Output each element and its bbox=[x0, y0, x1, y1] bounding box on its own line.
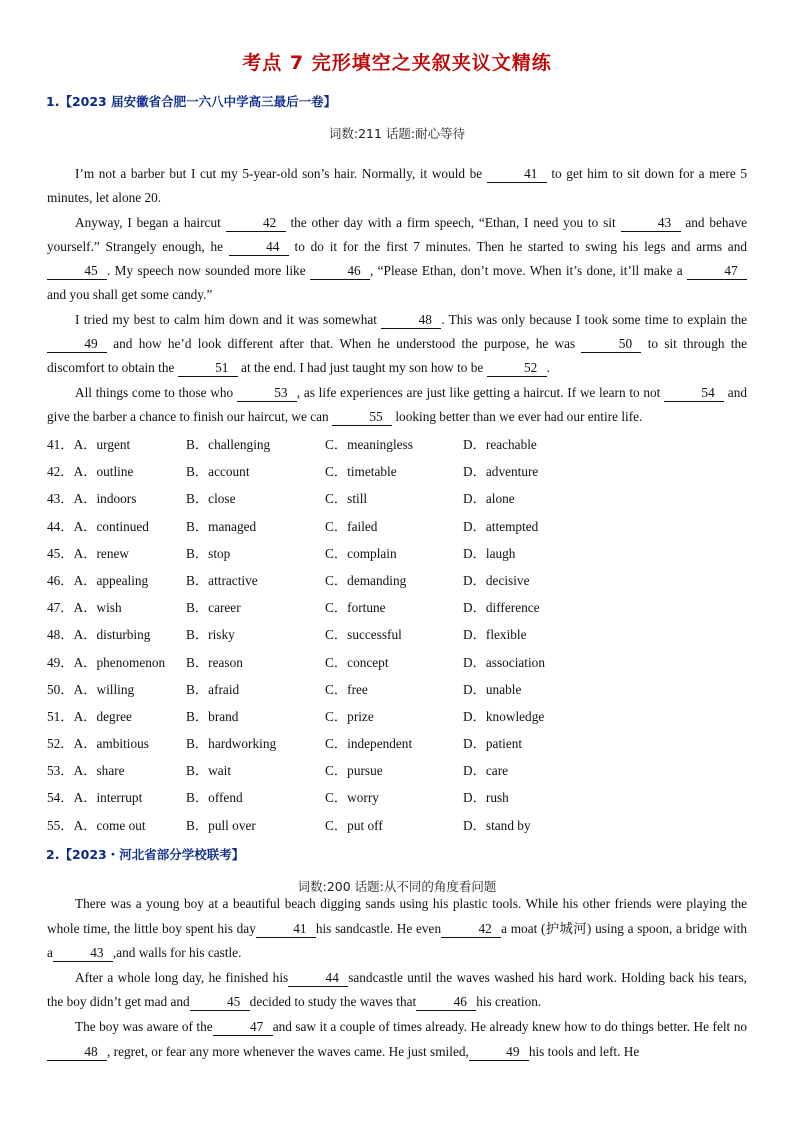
blank-48[interactable]: 48 bbox=[47, 1044, 107, 1061]
option-row bbox=[47, 594, 747, 621]
option-d[interactable]: D．knowledge bbox=[463, 708, 545, 724]
option-c[interactable]: C．put off bbox=[325, 817, 383, 833]
blank-47[interactable]: 47 bbox=[687, 263, 747, 280]
option-b[interactable]: B．managed bbox=[186, 518, 257, 534]
option-d[interactable]: D．patient bbox=[463, 736, 523, 752]
blank-41[interactable]: 41 bbox=[487, 166, 547, 183]
option-a[interactable]: 45．A．renew bbox=[47, 545, 129, 561]
passage-text: the other day with a firm speech, “Ethan, I need you to sit bbox=[285, 214, 621, 230]
blank-42[interactable]: 42 bbox=[226, 215, 286, 232]
passage-text: to sit through the discomfort to obtain the bbox=[47, 336, 748, 376]
passage-text: and behave yourself.” Strangely enough, he bbox=[47, 214, 747, 254]
option-c[interactable]: C．worry bbox=[325, 790, 379, 806]
option-d[interactable]: D．adventure bbox=[463, 464, 539, 480]
passage-text: his tools and left. He bbox=[528, 1043, 640, 1059]
option-c[interactable]: C．prize bbox=[325, 708, 374, 724]
option-c[interactable]: C．free bbox=[325, 681, 368, 697]
blank-52[interactable]: 52 bbox=[487, 360, 547, 377]
question-2-source: 2.【2023・河北省部分学校联考】 bbox=[46, 847, 245, 862]
option-b[interactable]: B．risky bbox=[186, 627, 235, 643]
option-d[interactable]: D．association bbox=[463, 654, 545, 670]
option-b[interactable]: B．offend bbox=[186, 790, 243, 806]
passage-text: his creation. bbox=[476, 994, 542, 1010]
passage-text: and give the barber a chance to finish our haircut, we can bbox=[47, 384, 747, 424]
passage-text: and saw it a couple of times already. He already knew how to do things better. He felt no bbox=[272, 1018, 747, 1034]
options-list bbox=[47, 431, 747, 839]
option-c[interactable]: C．still bbox=[325, 491, 368, 507]
option-d[interactable]: D．attempted bbox=[463, 518, 539, 534]
passage-text: I tried my best to calm him down and it was somewhat bbox=[75, 311, 382, 327]
option-a[interactable]: 43．A．indoors bbox=[47, 491, 137, 507]
option-a[interactable]: 44．A．continued bbox=[47, 518, 149, 534]
option-a[interactable]: 53．A．share bbox=[47, 763, 125, 779]
option-a[interactable]: 54．A．interrupt bbox=[47, 790, 143, 806]
passage-text: and you shall get some candy.” bbox=[47, 287, 213, 303]
passage-text: . bbox=[546, 360, 550, 376]
passage-text: After a whole long day, he finished his bbox=[75, 969, 289, 985]
option-a[interactable]: 55．A．come out bbox=[47, 817, 146, 833]
option-a[interactable]: 47．A．wish bbox=[47, 600, 122, 616]
blank-49[interactable]: 49 bbox=[47, 336, 107, 353]
passage-1-paragraph bbox=[47, 308, 747, 381]
passage-text: . This was only because I took some time to explain the bbox=[441, 311, 747, 327]
passage-text: The boy was aware of the bbox=[75, 1018, 213, 1034]
option-a[interactable]: 42．A．outline bbox=[47, 464, 134, 480]
option-row bbox=[47, 757, 747, 784]
passage-text: . My speech now sounded more like bbox=[107, 263, 310, 279]
option-row bbox=[47, 784, 747, 811]
blank-41[interactable]: 41 bbox=[256, 921, 316, 938]
option-d[interactable]: D．decisive bbox=[463, 572, 530, 588]
blank-50[interactable]: 50 bbox=[581, 336, 641, 353]
option-c[interactable]: C．complain bbox=[325, 545, 397, 561]
option-row bbox=[47, 485, 747, 512]
question-1-source: 1.【2023 届安徽省合肥一六八中学高三最后一卷】 bbox=[46, 94, 337, 109]
blank-48[interactable]: 48 bbox=[381, 312, 441, 329]
option-c[interactable]: C．meaningless bbox=[325, 437, 413, 452]
passage-2-paragraph bbox=[47, 892, 747, 966]
option-c[interactable]: C．successful bbox=[325, 627, 402, 643]
blank-47[interactable]: 47 bbox=[213, 1019, 273, 1036]
passage-2-paragraph bbox=[47, 966, 747, 1015]
passage-text: looking better than we ever had our entire life. bbox=[392, 408, 643, 424]
blank-55[interactable]: 55 bbox=[332, 409, 392, 426]
option-d[interactable]: D．rush bbox=[463, 790, 509, 806]
passage-text: at the end. I had just taught my son how to be bbox=[237, 360, 487, 376]
passage-text: decided to study the waves that bbox=[249, 994, 417, 1010]
option-b[interactable]: B．close bbox=[186, 491, 236, 507]
blank-43[interactable]: 43 bbox=[621, 215, 681, 232]
passage-1 bbox=[47, 162, 747, 429]
option-d[interactable]: D．laugh bbox=[463, 545, 516, 561]
option-row bbox=[47, 431, 747, 458]
option-row bbox=[47, 513, 747, 540]
option-a[interactable]: 50．A．willing bbox=[47, 681, 135, 697]
option-b[interactable]: B．account bbox=[186, 464, 250, 480]
passage-text: , “Please Ethan, don’t move. When it’s done, it’ll make a bbox=[369, 263, 687, 279]
option-row bbox=[47, 676, 747, 703]
passage-text: to do it for the first 7 minutes. Then he started to swing his legs and arms and bbox=[288, 238, 747, 254]
passage-text: There was a young boy at a beautiful beach digging sands using his plastic tools. While his other friends were playing the whole time, the little boy spent his day bbox=[47, 896, 747, 936]
option-c[interactable]: C．timetable bbox=[325, 464, 397, 480]
blank-49[interactable]: 49 bbox=[469, 1044, 529, 1061]
passage-text: All things come to those who bbox=[75, 384, 237, 400]
option-a[interactable]: 48．A．disturbing bbox=[47, 627, 151, 643]
option-row bbox=[47, 567, 747, 594]
passage-text: to get him to sit down for a mere 5 minutes, let alone 20. bbox=[47, 166, 747, 206]
option-a[interactable]: 52．A．ambitious bbox=[47, 736, 149, 752]
passage-text: a moat (护城河) using a spoon, a bridge with a bbox=[47, 920, 747, 961]
option-b[interactable]: B．reason bbox=[186, 654, 243, 670]
option-d[interactable]: D．stand by bbox=[463, 817, 531, 833]
blank-43[interactable]: 43 bbox=[53, 945, 113, 962]
blank-51[interactable]: 51 bbox=[178, 360, 238, 377]
option-row bbox=[47, 730, 747, 757]
question-1-meta: 词数:211 话题:耐心等待 bbox=[328, 126, 466, 141]
passage-text: ,and walls for his castle. bbox=[112, 945, 242, 961]
blank-44[interactable]: 44 bbox=[288, 970, 348, 987]
option-row bbox=[47, 540, 747, 567]
option-row bbox=[47, 812, 747, 839]
option-b[interactable]: B．wait bbox=[186, 763, 232, 779]
blank-54[interactable]: 54 bbox=[664, 385, 724, 402]
option-d[interactable]: D．difference bbox=[463, 600, 540, 616]
option-c[interactable]: C．fortune bbox=[325, 600, 386, 616]
option-d[interactable]: D．alone bbox=[463, 491, 515, 507]
page-title: 考点 7 完形填空之夹叙夹议文精练 bbox=[242, 52, 552, 74]
option-b[interactable]: B．challenging bbox=[186, 437, 271, 452]
passage-2-paragraph bbox=[47, 1015, 747, 1064]
passage-2 bbox=[47, 892, 747, 1064]
question-2-meta: 词数:200 话题:从不同的角度看问题 bbox=[297, 879, 497, 894]
option-b[interactable]: B．career bbox=[186, 600, 241, 616]
blank-45[interactable]: 45 bbox=[47, 263, 107, 280]
passage-1-paragraph bbox=[47, 211, 747, 308]
option-row bbox=[47, 621, 747, 648]
passage-text: I’m not a barber but I cut my 5-year-old son’s hair. Normally, it would be bbox=[75, 166, 487, 181]
option-a[interactable]: 46．A．appealing bbox=[47, 572, 149, 588]
blank-46[interactable]: 46 bbox=[416, 994, 476, 1011]
option-b[interactable]: B．pull over bbox=[186, 817, 256, 833]
option-d[interactable]: D．reachable bbox=[463, 437, 537, 452]
blank-53[interactable]: 53 bbox=[237, 385, 297, 402]
option-d[interactable]: D．care bbox=[463, 763, 509, 779]
passage-text: and how he’d look different after that. When he understood the purpose, he was bbox=[107, 336, 582, 352]
option-b[interactable]: B．stop bbox=[186, 545, 231, 561]
option-a[interactable]: 49．A．phenomenon bbox=[47, 654, 166, 670]
option-b[interactable]: B．afraid bbox=[186, 681, 240, 697]
blank-45[interactable]: 45 bbox=[190, 994, 250, 1011]
passage-text: his sandcastle. He even bbox=[315, 920, 442, 936]
passage-text: Anyway, I began a haircut bbox=[75, 214, 226, 230]
passage-text: , as life experiences are just like getting a haircut. If we learn to not bbox=[296, 384, 665, 400]
blank-46[interactable]: 46 bbox=[310, 263, 370, 280]
option-row bbox=[47, 458, 747, 485]
option-c[interactable]: C．concept bbox=[325, 654, 389, 670]
option-c[interactable]: C．independent bbox=[325, 736, 413, 752]
option-row bbox=[47, 649, 747, 676]
passage-1-paragraph bbox=[47, 381, 747, 430]
passage-1-paragraph bbox=[47, 162, 747, 211]
option-c[interactable]: C．demanding bbox=[325, 572, 407, 588]
option-b[interactable]: B．attractive bbox=[186, 572, 258, 588]
option-d[interactable]: D．flexible bbox=[463, 627, 527, 643]
blank-44[interactable]: 44 bbox=[229, 239, 289, 256]
option-a[interactable]: 41．A．urgent bbox=[47, 437, 131, 452]
option-d[interactable]: D．unable bbox=[463, 681, 522, 697]
passage-text: , regret, or fear any more whenever the waves came. He just smiled, bbox=[107, 1043, 469, 1059]
option-b[interactable]: B．hardworking bbox=[186, 736, 277, 752]
passage-text: sandcastle until the waves washed his hard work. Holding back his tears, the boy didn’t get mad and bbox=[47, 969, 747, 1010]
option-c[interactable]: C．failed bbox=[325, 518, 378, 534]
blank-42[interactable]: 42 bbox=[441, 921, 501, 938]
option-b[interactable]: B．brand bbox=[186, 708, 239, 724]
option-a[interactable]: 51．A．degree bbox=[47, 708, 132, 724]
option-c[interactable]: C．pursue bbox=[325, 763, 383, 779]
option-row bbox=[47, 703, 747, 730]
